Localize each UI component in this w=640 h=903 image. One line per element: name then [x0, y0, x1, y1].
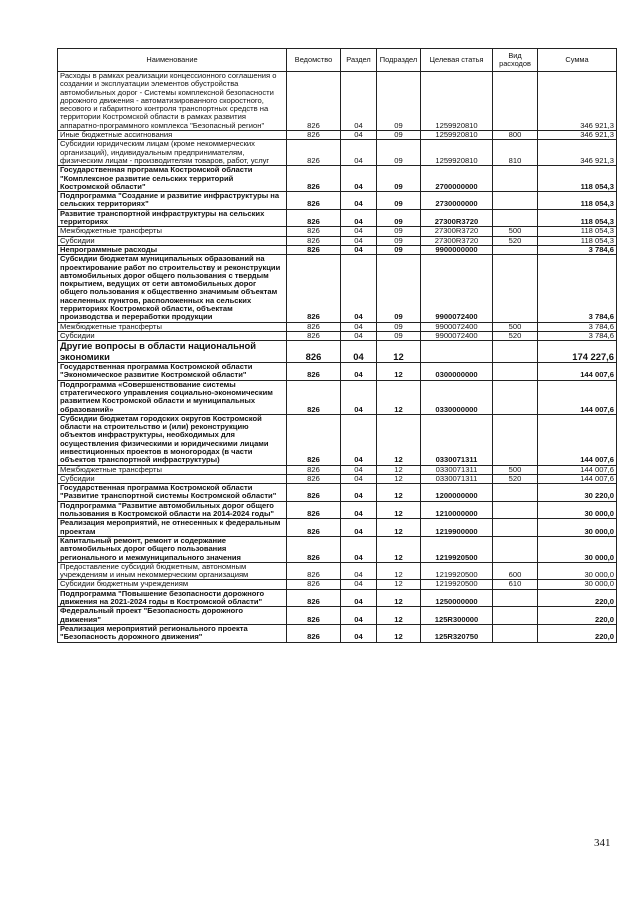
- cell-department: 826: [287, 322, 341, 331]
- cell-name: Подпрограмма «Совершенствование системы стратегического управления социально-экономическим развитием Костромской области и муниципальных образований»: [58, 380, 287, 414]
- cell-target-article: 1219900000: [421, 519, 493, 537]
- cell-department: 826: [287, 255, 341, 322]
- cell-amount: 174 227,6: [538, 341, 617, 363]
- cell-department: 826: [287, 380, 341, 414]
- cell-section: 04: [341, 484, 377, 502]
- col-header-expense-type: Вид расходов: [493, 49, 538, 72]
- table-row: [58, 589, 617, 607]
- cell-subsection: 09: [377, 322, 421, 331]
- cell-expense-type: [493, 589, 538, 607]
- cell-expense-type: [493, 484, 538, 502]
- cell-department: 826: [287, 140, 341, 166]
- cell-target-article: 9900072400: [421, 331, 493, 340]
- cell-section: 04: [341, 589, 377, 607]
- cell-subsection: 09: [377, 72, 421, 131]
- cell-subsection: 12: [377, 589, 421, 607]
- cell-expense-type: [493, 414, 538, 465]
- cell-section: 04: [341, 245, 377, 254]
- cell-subsection: 09: [377, 140, 421, 166]
- table-header-row: [58, 49, 617, 72]
- cell-subsection: 12: [377, 484, 421, 502]
- cell-department: 826: [287, 465, 341, 474]
- cell-expense-type: 520: [493, 236, 538, 245]
- cell-subsection: 09: [377, 227, 421, 236]
- cell-expense-type: 500: [493, 465, 538, 474]
- col-header-section: Раздел: [341, 49, 377, 72]
- table-row: [58, 341, 617, 363]
- cell-department: 826: [287, 501, 341, 519]
- cell-department: 826: [287, 624, 341, 642]
- cell-name: Расходы в рамках реализации концессионного соглашения о создании и эксплуатации элементов обустройства автомобильных дорог - Системы комплексной безопасности дорожного движения - автоматизированного скоростного, весового и габаритного контроля транспортных средств на территории Костромской области в рамках развития аппаратно-программного комплекса "Безопасный регион": [58, 72, 287, 131]
- cell-amount: 220,0: [538, 607, 617, 625]
- table-row: [58, 255, 617, 322]
- cell-expense-type: 520: [493, 331, 538, 340]
- cell-section: 04: [341, 474, 377, 483]
- cell-target-article: 27300R3720: [421, 236, 493, 245]
- cell-section: 04: [341, 131, 377, 140]
- cell-expense-type: [493, 519, 538, 537]
- cell-expense-type: [493, 72, 538, 131]
- cell-subsection: 12: [377, 341, 421, 363]
- cell-department: 826: [287, 331, 341, 340]
- cell-expense-type: [493, 624, 538, 642]
- cell-target-article: 27300R3720: [421, 209, 493, 227]
- cell-name: Субсидии бюджетам городских округов Костромской области на строительство и (или) реконструкцию объектов инфраструктуры, необходимых для осуществления физическими и юридическими лицами инвестиционных проектов в моногородах (в части объектов транспортной инфраструктуры): [58, 414, 287, 465]
- cell-subsection: 12: [377, 607, 421, 625]
- cell-expense-type: 500: [493, 322, 538, 331]
- cell-name: Межбюджетные трансферты: [58, 227, 287, 236]
- table-row: [58, 380, 617, 414]
- cell-section: 04: [341, 580, 377, 589]
- cell-section: 04: [341, 166, 377, 192]
- budget-table: [57, 48, 617, 643]
- cell-expense-type: [493, 341, 538, 363]
- cell-name: Субсидии: [58, 236, 287, 245]
- cell-name: Государственная программа Костромской области "Комплексное развитие сельских территорий Костромской области": [58, 166, 287, 192]
- col-header-department: Ведомство: [287, 49, 341, 72]
- cell-name: Непрограммные расходы: [58, 245, 287, 254]
- cell-amount: 144 007,6: [538, 465, 617, 474]
- table-row: [58, 536, 617, 562]
- cell-amount: 144 007,6: [538, 474, 617, 483]
- cell-name: Федеральный проект "Безопасность дорожного движения": [58, 607, 287, 625]
- cell-expense-type: [493, 245, 538, 254]
- cell-amount: 3 784,6: [538, 331, 617, 340]
- cell-section: 04: [341, 192, 377, 210]
- table-row: [58, 624, 617, 642]
- cell-target-article: 1250000000: [421, 589, 493, 607]
- cell-amount: 3 784,6: [538, 245, 617, 254]
- cell-section: 04: [341, 236, 377, 245]
- cell-section: 04: [341, 624, 377, 642]
- cell-section: 04: [341, 607, 377, 625]
- cell-subsection: 12: [377, 501, 421, 519]
- cell-name: Подпрограмма "Повышение безопасности дорожного движения на 2021-2024 годы в Костромской области": [58, 589, 287, 607]
- cell-expense-type: 600: [493, 562, 538, 580]
- cell-name: Субсидии бюджетам муниципальных образований на проектирование работ по строительству и реконструкции автомобильных дорог общего пользования с твердым покрытием, ведущих от сети автомобильных дорог общего пользования к общественно значимым объектам населенных пунктов, расположенных на сельских территориях Костромской области, объектам производства и переработки продукции: [58, 255, 287, 322]
- cell-subsection: 12: [377, 624, 421, 642]
- cell-section: 04: [341, 72, 377, 131]
- cell-target-article: 1219920500: [421, 580, 493, 589]
- table-row: [58, 192, 617, 210]
- cell-department: 826: [287, 227, 341, 236]
- cell-subsection: 09: [377, 331, 421, 340]
- cell-expense-type: [493, 363, 538, 381]
- table-row: [58, 72, 617, 131]
- cell-subsection: 09: [377, 236, 421, 245]
- col-header-amount: Сумма: [538, 49, 617, 72]
- cell-amount: 118 054,3: [538, 209, 617, 227]
- cell-section: 04: [341, 519, 377, 537]
- cell-amount: 144 007,6: [538, 414, 617, 465]
- page-number: 341: [594, 837, 611, 849]
- cell-target-article: 0330071311: [421, 465, 493, 474]
- cell-amount: 3 784,6: [538, 322, 617, 331]
- cell-amount: 118 054,3: [538, 192, 617, 210]
- cell-subsection: 09: [377, 255, 421, 322]
- cell-name: Реализация мероприятий регионального проекта "Безопасность дорожного движения": [58, 624, 287, 642]
- cell-name: Межбюджетные трансферты: [58, 465, 287, 474]
- cell-department: 826: [287, 236, 341, 245]
- cell-subsection: 09: [377, 192, 421, 210]
- cell-department: 826: [287, 245, 341, 254]
- cell-target-article: 0330071311: [421, 414, 493, 465]
- cell-amount: 30 000,0: [538, 536, 617, 562]
- cell-target-article: 0330000000: [421, 380, 493, 414]
- cell-name: Реализация мероприятий, не отнесенных к федеральным проектам: [58, 519, 287, 537]
- cell-department: 826: [287, 209, 341, 227]
- cell-department: 826: [287, 363, 341, 381]
- cell-expense-type: 610: [493, 580, 538, 589]
- cell-section: 04: [341, 227, 377, 236]
- table-row: [58, 562, 617, 580]
- cell-expense-type: [493, 192, 538, 210]
- cell-department: 826: [287, 562, 341, 580]
- cell-expense-type: 500: [493, 227, 538, 236]
- table-body: [58, 72, 617, 643]
- cell-department: 826: [287, 72, 341, 131]
- cell-subsection: 12: [377, 380, 421, 414]
- cell-subsection: 09: [377, 131, 421, 140]
- cell-target-article: 1210000000: [421, 501, 493, 519]
- cell-amount: 118 054,3: [538, 236, 617, 245]
- cell-name: Межбюджетные трансферты: [58, 322, 287, 331]
- cell-name: Субсидии: [58, 331, 287, 340]
- table-row: [58, 465, 617, 474]
- cell-department: 826: [287, 341, 341, 363]
- cell-department: 826: [287, 474, 341, 483]
- cell-section: 04: [341, 380, 377, 414]
- cell-target-article: 1259920810: [421, 72, 493, 131]
- cell-department: 826: [287, 192, 341, 210]
- cell-department: 826: [287, 580, 341, 589]
- cell-section: 04: [341, 536, 377, 562]
- cell-name: Субсидии юридическим лицам (кроме некоммерческих организаций), индивидуальным предпринимателям, физическим лицам - производителям товаров, работ, услуг: [58, 140, 287, 166]
- cell-name: Государственная программа Костромской области "Экономическое развитие Костромской области": [58, 363, 287, 381]
- cell-name: Предоставление субсидий бюджетным, автономным учреждениям и иным некоммерческим организациям: [58, 562, 287, 580]
- cell-amount: 220,0: [538, 589, 617, 607]
- col-header-name: Наименование: [58, 49, 287, 72]
- cell-subsection: 12: [377, 580, 421, 589]
- cell-section: 04: [341, 140, 377, 166]
- cell-target-article: 1200000000: [421, 484, 493, 502]
- cell-expense-type: [493, 536, 538, 562]
- cell-target-article: 125R300000: [421, 607, 493, 625]
- cell-department: 826: [287, 414, 341, 465]
- cell-section: 04: [341, 363, 377, 381]
- table-row: [58, 140, 617, 166]
- cell-section: 04: [341, 209, 377, 227]
- table-row: [58, 363, 617, 381]
- cell-expense-type: [493, 501, 538, 519]
- cell-target-article: 9900000000: [421, 245, 493, 254]
- cell-amount: 30 000,0: [538, 580, 617, 589]
- cell-amount: 118 054,3: [538, 227, 617, 236]
- table-row: [58, 519, 617, 537]
- cell-subsection: 09: [377, 166, 421, 192]
- cell-target-article: 9900072400: [421, 322, 493, 331]
- cell-target-article: 0300000000: [421, 363, 493, 381]
- table-row: [58, 209, 617, 227]
- cell-amount: 346 921,3: [538, 72, 617, 131]
- table-row: [58, 414, 617, 465]
- cell-target-article: [421, 341, 493, 363]
- table-row: [58, 580, 617, 589]
- table-row: [58, 322, 617, 331]
- cell-amount: 346 921,3: [538, 131, 617, 140]
- cell-expense-type: [493, 166, 538, 192]
- cell-amount: 346 921,3: [538, 140, 617, 166]
- cell-amount: 30 000,0: [538, 501, 617, 519]
- cell-department: 826: [287, 607, 341, 625]
- cell-section: 04: [341, 501, 377, 519]
- cell-target-article: 1259920810: [421, 131, 493, 140]
- cell-amount: 30 000,0: [538, 519, 617, 537]
- cell-target-article: 125R320750: [421, 624, 493, 642]
- cell-name: Подпрограмма "Развитие автомобильных дорог общего пользования в Костромской области на 2014-2024 годы": [58, 501, 287, 519]
- table-row: [58, 227, 617, 236]
- cell-expense-type: 520: [493, 474, 538, 483]
- cell-amount: 30 000,0: [538, 562, 617, 580]
- cell-name: Подпрограмма "Создание и развитие инфраструктуры на сельских территориях": [58, 192, 287, 210]
- cell-subsection: 12: [377, 519, 421, 537]
- cell-subsection: 09: [377, 245, 421, 254]
- cell-expense-type: 810: [493, 140, 538, 166]
- cell-target-article: 1259920810: [421, 140, 493, 166]
- cell-target-article: 2700000000: [421, 166, 493, 192]
- col-header-target-article: Целевая статья: [421, 49, 493, 72]
- cell-name: Другие вопросы в области национальной экономики: [58, 341, 287, 363]
- cell-department: 826: [287, 536, 341, 562]
- col-header-subsection: Подраздел: [377, 49, 421, 72]
- cell-amount: 144 007,6: [538, 363, 617, 381]
- cell-expense-type: [493, 380, 538, 414]
- cell-expense-type: [493, 255, 538, 322]
- cell-section: 04: [341, 414, 377, 465]
- cell-expense-type: 800: [493, 131, 538, 140]
- table-row: [58, 607, 617, 625]
- cell-target-article: 1219920500: [421, 562, 493, 580]
- cell-subsection: 12: [377, 465, 421, 474]
- cell-amount: 144 007,6: [538, 380, 617, 414]
- table-row: [58, 166, 617, 192]
- cell-amount: 30 220,0: [538, 484, 617, 502]
- cell-amount: 220,0: [538, 624, 617, 642]
- cell-amount: 3 784,6: [538, 255, 617, 322]
- cell-subsection: 12: [377, 414, 421, 465]
- cell-section: 04: [341, 341, 377, 363]
- cell-section: 04: [341, 255, 377, 322]
- cell-subsection: 12: [377, 363, 421, 381]
- table-row: [58, 484, 617, 502]
- cell-expense-type: [493, 209, 538, 227]
- cell-name: Государственная программа Костромской области "Развитие транспортной системы Костромской области": [58, 484, 287, 502]
- cell-expense-type: [493, 607, 538, 625]
- cell-name: Субсидии: [58, 474, 287, 483]
- cell-section: 04: [341, 562, 377, 580]
- cell-section: 04: [341, 331, 377, 340]
- cell-target-article: 1219920500: [421, 536, 493, 562]
- cell-section: 04: [341, 322, 377, 331]
- cell-subsection: 12: [377, 536, 421, 562]
- cell-department: 826: [287, 166, 341, 192]
- cell-name: Субсидии бюджетным учреждениям: [58, 580, 287, 589]
- cell-subsection: 12: [377, 474, 421, 483]
- cell-amount: 118 054,3: [538, 166, 617, 192]
- cell-target-article: 2730000000: [421, 192, 493, 210]
- cell-department: 826: [287, 131, 341, 140]
- cell-name: Развитие транспортной инфраструктуры на сельских территориях: [58, 209, 287, 227]
- cell-name: Капитальный ремонт, ремонт и содержание автомобильных дорог общего пользования регионального и межмуниципального значения: [58, 536, 287, 562]
- table-row: [58, 501, 617, 519]
- cell-name: Иные бюджетные ассигнования: [58, 131, 287, 140]
- cell-target-article: 0330071311: [421, 474, 493, 483]
- cell-department: 826: [287, 484, 341, 502]
- cell-section: 04: [341, 465, 377, 474]
- cell-target-article: 27300R3720: [421, 227, 493, 236]
- cell-department: 826: [287, 589, 341, 607]
- cell-subsection: 12: [377, 562, 421, 580]
- cell-target-article: 9900072400: [421, 255, 493, 322]
- cell-subsection: 09: [377, 209, 421, 227]
- cell-department: 826: [287, 519, 341, 537]
